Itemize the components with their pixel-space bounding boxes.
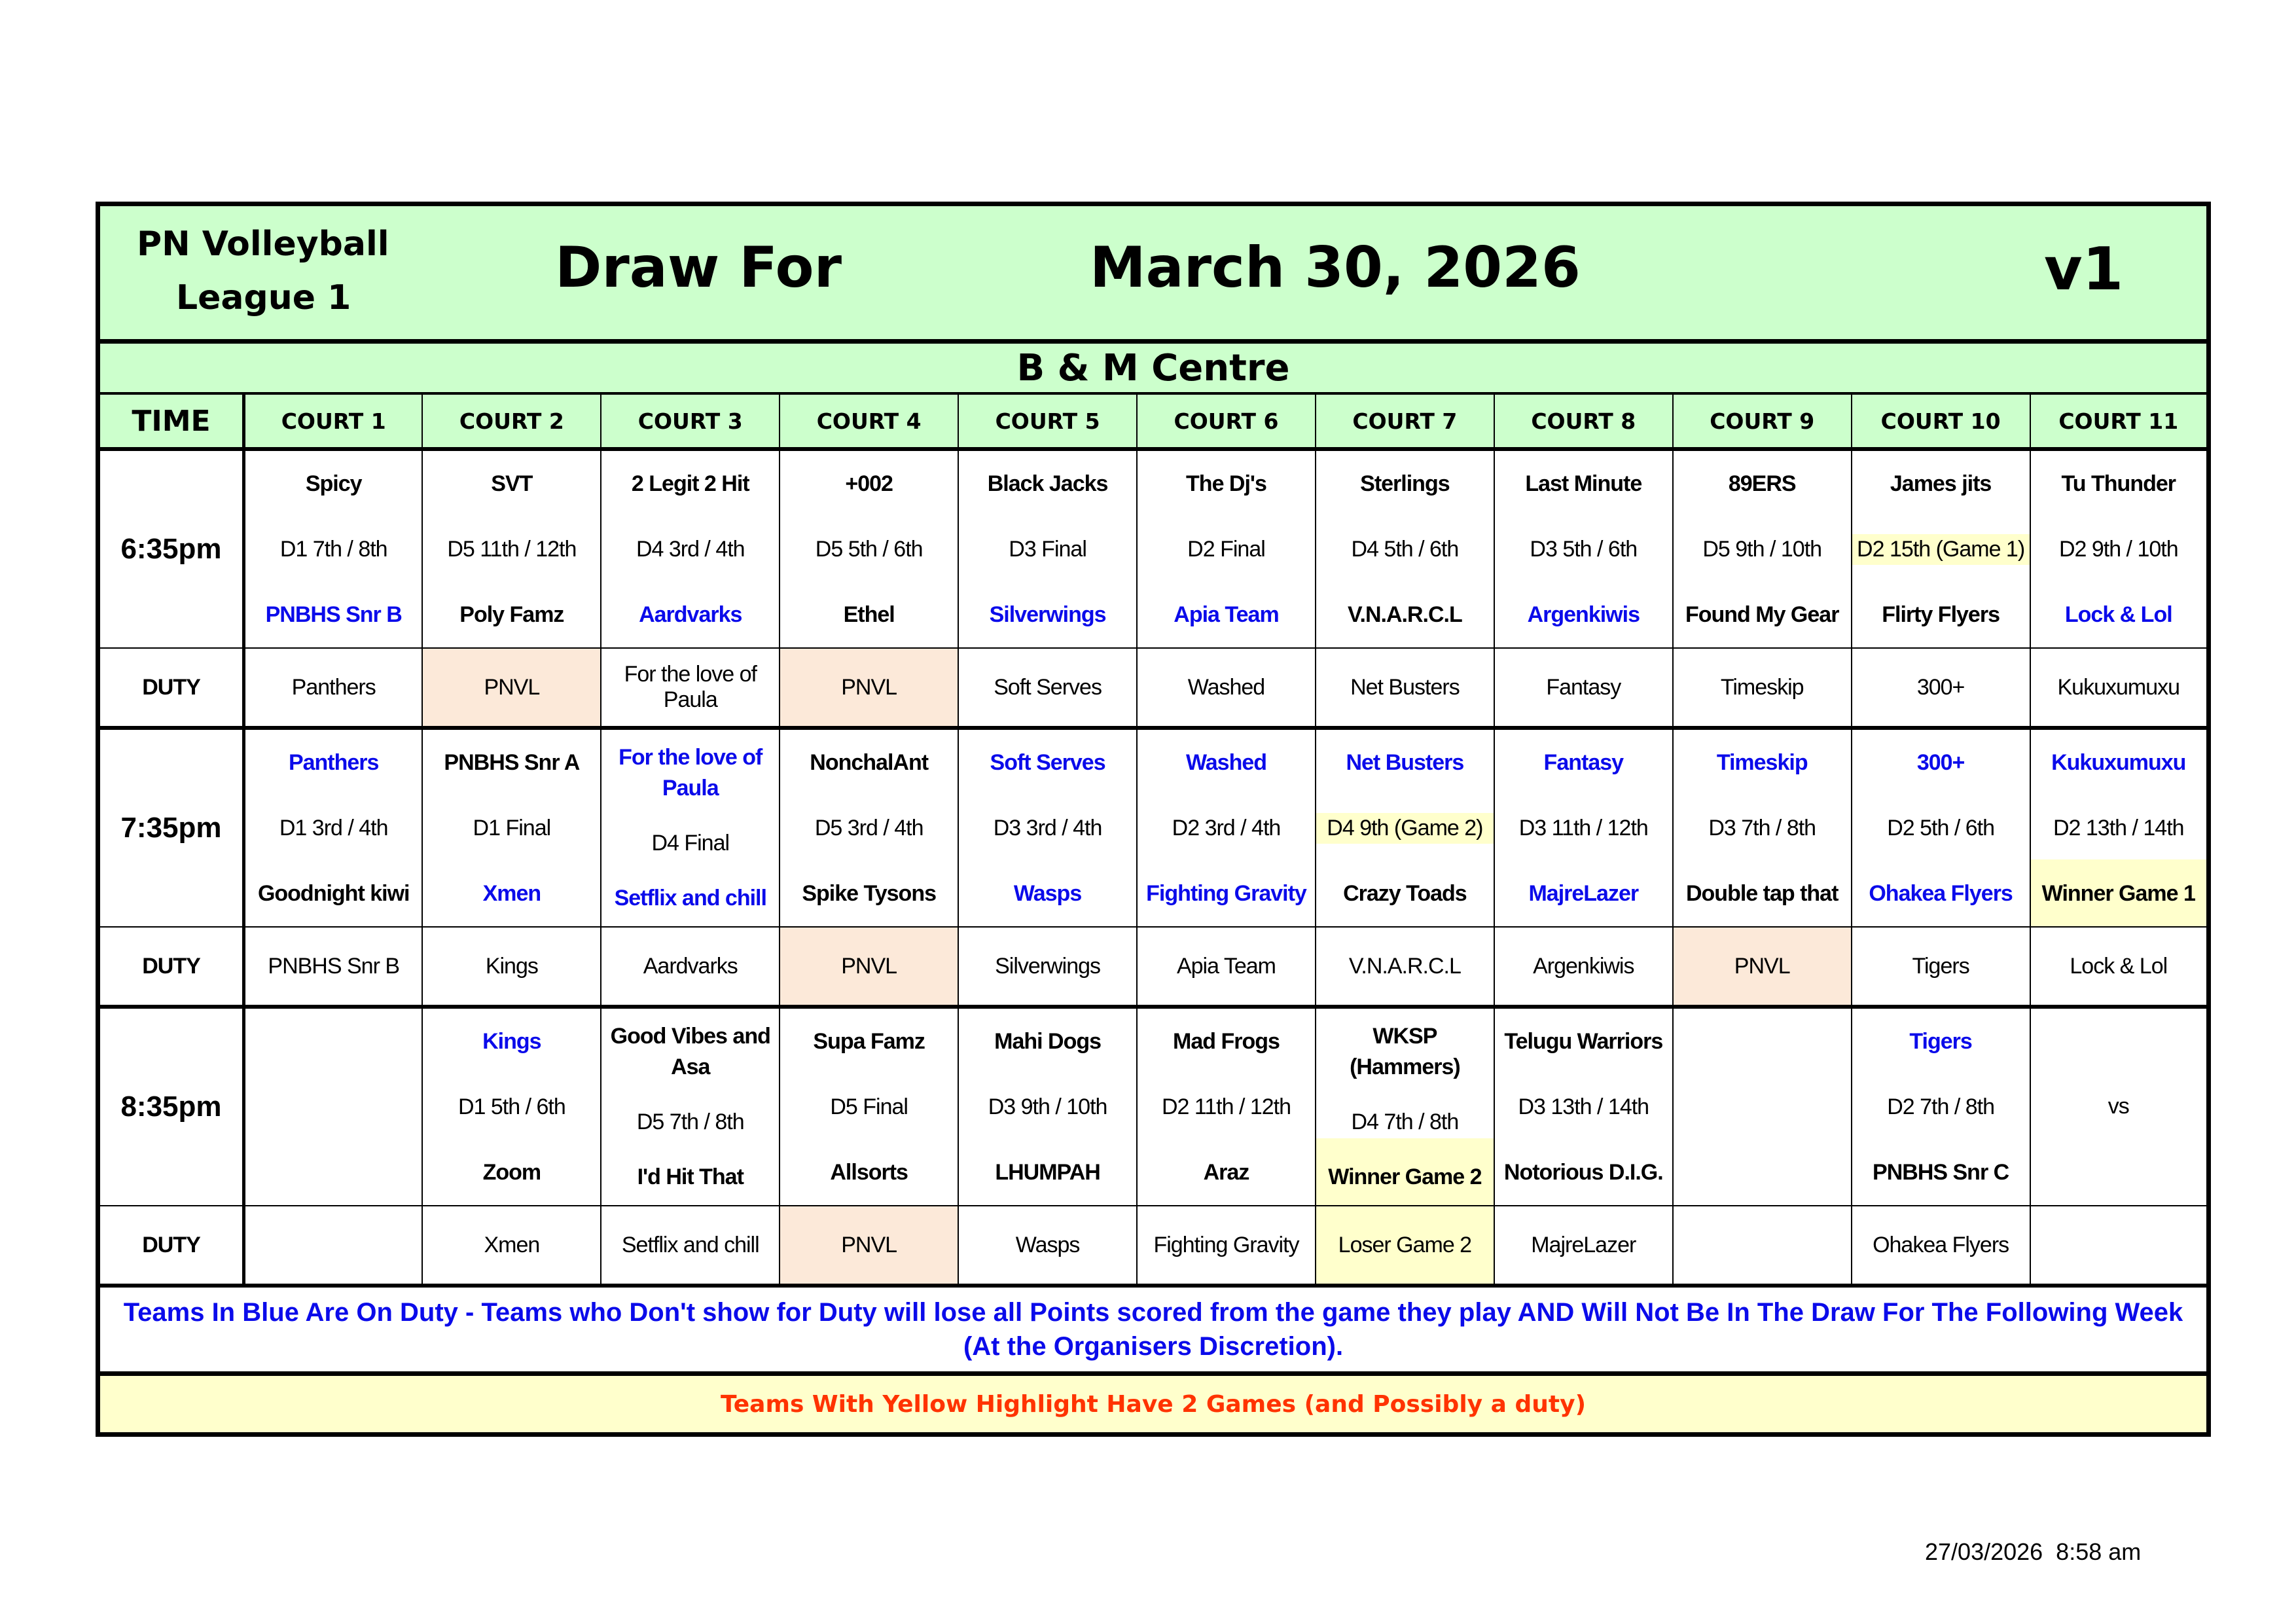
duty-team: PNBHS Snr B [244,927,423,1007]
game-info [1316,1009,1494,1205]
division-placing: D1 Final [473,815,551,840]
venue-name: B & M Centre [98,342,2209,394]
court-column-header: COURT 11 [2030,393,2209,449]
division-placing: D1 5th / 6th [457,1094,565,1119]
home-team: Good Vibes and Asa [610,1023,770,1079]
home-team: Mahi Dogs [994,1028,1102,1054]
game-info [780,451,958,647]
duty-team [1673,1206,1852,1286]
league-number: League 1 [176,278,351,317]
away-team: Winner Game 1 [2041,880,2195,906]
draw-for-label: Draw For [555,235,842,300]
away-team: Poly Famz [459,602,564,627]
game-info [1316,730,1494,926]
duty-team: MajreLazer [1494,1206,1673,1286]
home-team: NonchalAnt [810,749,929,775]
court-column-header: COURT 4 [780,393,958,449]
home-team: Timeskip [1716,749,1808,775]
game-info [1138,730,1315,926]
duty-team: 300+ [1852,648,2030,728]
away-team: PNBHS Snr C [1873,1159,2009,1185]
away-team: Flirty Flyers [1882,602,2000,627]
division-placing: D5 Final [830,1094,908,1119]
game-info [1674,1009,1851,1205]
game-cell [1316,1007,1494,1206]
game-cell [601,728,780,927]
duty-team: Tigers [1852,927,2030,1007]
duty-team: PNVL [780,648,958,728]
duty-rule-note: Teams In Blue Are On Duty - Teams who Don't show for Duty will lose all Points scored from the game they play AND Will Not Be In The Draw For The Following Week (At the Organisers Discretion). [98,1286,2209,1374]
division-placing: vs [2108,1094,2129,1119]
duty-team: PNVL [1673,927,1852,1007]
time-slot: 7:35pm [98,728,244,927]
duty-team [244,1206,423,1286]
division-placing: D3 11th / 12th [1518,815,1648,840]
home-team: Soft Serves [990,749,1105,775]
game-info [245,1009,422,1205]
game-cell [780,1007,958,1206]
duty-label: DUTY [98,927,244,1007]
game-cell [1673,449,1852,648]
game-info [1316,451,1494,647]
division-placing: D4 7th / 8th [1351,1109,1459,1134]
duty-team: Argenkiwis [1494,927,1673,1007]
court-column-header: COURT 5 [958,393,1137,449]
duty-row [98,648,2209,728]
duty-team: Apia Team [1137,927,1316,1007]
game-row [98,449,2209,648]
duty-team: PNVL [780,1206,958,1286]
home-team: Tu Thunder [2061,471,2176,496]
version-label: v1 [2044,235,2124,304]
duty-team: Kings [422,927,601,1007]
home-team: Mad Frogs [1173,1028,1280,1054]
home-team: 89ERS [1728,471,1796,496]
title-row [98,204,2209,342]
league-name: PN Volleyball [137,225,389,264]
away-team: Double tap that [1685,880,1839,906]
division-placing: D5 11th / 12th [447,536,577,562]
away-team: Crazy Toads [1343,880,1467,906]
game-cell [780,728,958,927]
game-cell [1494,1007,1673,1206]
draw-table [96,202,2211,1437]
game-cell [1852,449,2030,648]
duty-team: Setflix and chill [601,1206,780,1286]
game-info [959,1009,1136,1205]
duty-team: Aardvarks [601,927,780,1007]
away-team: Lock & Lol [2064,602,2172,627]
game-cell [780,449,958,648]
duty-team: Silverwings [958,927,1137,1007]
home-team: Kukuxumuxu [2051,749,2186,775]
home-team: Net Busters [1346,749,1464,775]
division-placing: D5 7th / 8th [636,1109,744,1134]
game-cell [1316,728,1494,927]
game-info [1495,730,1672,926]
away-team: Ethel [843,602,895,627]
division-placing: D3 9th / 10th [988,1094,1107,1119]
game-info [423,1009,600,1205]
game-cell [1852,728,2030,927]
game-info [1138,1009,1315,1205]
home-team: James jits [1890,471,1992,496]
game-info [1852,1009,2030,1205]
duty-team: PNVL [780,927,958,1007]
game-cell [1137,449,1316,648]
away-team: MajreLazer [1528,880,1639,906]
court-column-header: COURT 7 [1316,393,1494,449]
division-placing: D4 Final [651,830,730,856]
duty-team: Fantasy [1494,648,1673,728]
game-info [245,730,422,926]
game-cell [244,728,423,927]
game-cell [244,449,423,648]
division-placing: D2 15th (Game 1) [1852,534,2030,565]
home-team: Kings [482,1028,541,1054]
court-column-header: COURT 3 [601,393,780,449]
game-info [2031,1009,2206,1205]
time-slot: 6:35pm [98,449,244,648]
home-team: PNBHS Snr A [444,749,580,775]
away-team: Winner Game 2 [1328,1164,1482,1190]
home-team: 2 Legit 2 Hit [631,471,749,496]
duty-label: DUTY [98,648,244,728]
duty-team: Washed [1137,648,1316,728]
away-team: Goodnight kiwi [257,880,410,906]
home-team: Black Jacks [987,471,1108,496]
home-team: SVT [491,471,533,496]
division-placing: D4 3rd / 4th [636,536,745,562]
away-team: Silverwings [989,602,1106,627]
away-team: Spike Tysons [802,880,936,906]
duty-team: Panthers [244,648,423,728]
time-column-header: TIME [98,393,244,449]
game-info [959,730,1136,926]
game-info [2031,730,2206,926]
game-info [2031,451,2206,647]
game-cell [601,1007,780,1206]
game-cell [422,1007,601,1206]
division-placing: D1 7th / 8th [279,536,387,562]
game-cell [1673,1007,1852,1206]
game-cell [244,1007,423,1206]
court-column-header: COURT 1 [244,393,423,449]
division-placing: D2 3rd / 4th [1172,815,1281,840]
note-row [98,1286,2209,1374]
home-team: 300+ [1916,749,1965,775]
duty-team: Xmen [422,1206,601,1286]
game-info [1495,451,1672,647]
game-info [1674,730,1851,926]
away-team: Allsorts [830,1159,908,1185]
division-placing: D4 5th / 6th [1351,536,1459,562]
away-team: V.N.A.R.C.L [1348,602,1462,627]
duty-team: Lock & Lol [2030,927,2209,1007]
game-info [1852,730,2030,926]
division-placing: D2 7th / 8th [1887,1094,1994,1119]
home-team: Fantasy [1543,749,1624,775]
game-cell [958,449,1137,648]
game-row [98,1007,2209,1206]
division-placing: D3 Final [1009,536,1086,562]
game-info [780,730,958,926]
away-team: Aardvarks [639,602,742,627]
time-slot: 8:35pm [98,1007,244,1206]
court-column-header: COURT 6 [1137,393,1316,449]
game-info [959,451,1136,647]
duty-label: DUTY [98,1206,244,1286]
column-header-row [98,393,2209,449]
yellow-highlight-note: Teams With Yellow Highlight Have 2 Games (and Possibly a duty) [98,1374,2209,1435]
duty-team: Soft Serves [958,648,1137,728]
home-team: Washed [1185,749,1267,775]
home-team: WKSP (Hammers) [1350,1023,1460,1079]
game-cell [1137,728,1316,927]
duty-row [98,1206,2209,1286]
duty-team: PNVL [422,648,601,728]
division-placing: D2 11th / 12th [1161,1094,1291,1119]
division-placing: D2 Final [1187,536,1265,562]
division-placing: D4 9th (Game 2) [1316,813,1494,844]
game-info [780,1009,958,1205]
game-cell [1316,449,1494,648]
away-team: Ohakea Flyers [1869,880,2013,906]
game-info [423,451,600,647]
game-info [601,451,779,647]
game-info [601,1009,779,1205]
away-team: Zoom [482,1159,541,1185]
duty-team: Timeskip [1673,648,1852,728]
game-cell [2030,449,2209,648]
home-team: Spicy [305,471,362,496]
game-cell [2030,728,2209,927]
court-column-header: COURT 8 [1494,393,1673,449]
game-cell [2030,1007,2209,1206]
away-team: Apia Team [1174,602,1279,627]
game-info [245,451,422,647]
duty-team: Ohakea Flyers [1852,1206,2030,1286]
division-placing: D1 3rd / 4th [279,815,388,840]
home-team: Sterlings [1360,471,1450,496]
away-team: Fighting Gravity [1146,880,1306,906]
game-info [1674,451,1851,647]
division-placing: D3 5th / 6th [1530,536,1638,562]
division-placing: D2 5th / 6th [1887,815,1994,840]
away-team: LHUMPAH [995,1159,1100,1185]
away-team: Found My Gear [1685,602,1839,627]
game-cell [422,449,601,648]
home-team: For the love of Paula [619,744,762,801]
division-placing: D3 7th / 8th [1708,815,1816,840]
duty-team: Fighting Gravity [1137,1206,1316,1286]
game-cell [1137,1007,1316,1206]
away-team: Notorious D.I.G. [1503,1159,1663,1185]
game-cell [958,1007,1137,1206]
game-cell [1494,728,1673,927]
game-info [1852,451,2030,647]
court-column-header: COURT 10 [1852,393,2030,449]
division-placing: D5 3rd / 4th [814,815,924,840]
game-info [1495,1009,1672,1205]
court-column-header: COURT 2 [422,393,601,449]
game-cell [1852,1007,2030,1206]
division-placing: D3 3rd / 4th [993,815,1102,840]
game-info [1138,451,1315,647]
away-team: PNBHS Snr B [265,602,402,627]
court-column-header: COURT 9 [1673,393,1852,449]
duty-team: Loser Game 2 [1316,1206,1494,1286]
away-team: Wasps [1013,880,1082,906]
duty-team: Net Busters [1316,648,1494,728]
home-team: Last Minute [1525,471,1642,496]
game-info [423,730,600,926]
home-team: Telugu Warriors [1504,1028,1663,1054]
venue-row [98,342,2209,394]
warning-row [98,1374,2209,1435]
title-banner [98,204,2209,342]
division-placing: D5 5th / 6th [815,536,923,562]
home-team: The Dj's [1186,471,1266,496]
home-team: Supa Famz [813,1028,925,1054]
division-placing: D2 13th / 14th [2053,815,2184,840]
print-timestamp: 27/03/2026 8:58 am [1925,1538,2142,1565]
duty-team [2030,1206,2209,1286]
away-team: Setflix and chill [614,886,766,911]
away-team: Araz [1203,1159,1249,1185]
game-cell [958,728,1137,927]
division-placing: D5 9th / 10th [1702,536,1822,562]
duty-team: Wasps [958,1206,1137,1286]
division-placing: D3 13th / 14th [1518,1094,1649,1119]
duty-team: V.N.A.R.C.L [1316,927,1494,1007]
draw-date: March 30, 2026 [1090,235,1581,300]
game-cell [422,728,601,927]
game-cell [1494,449,1673,648]
home-team: Panthers [288,749,379,775]
division-placing: D2 9th / 10th [2058,536,2178,562]
duty-team: Kukuxumuxu [2030,648,2209,728]
away-team: Xmen [482,880,541,906]
game-info [601,730,779,926]
home-team: +002 [845,471,893,496]
home-team: Tigers [1909,1028,1972,1054]
away-team: I'd Hit That [637,1164,744,1190]
game-row [98,728,2209,927]
duty-row [98,927,2209,1007]
game-cell [1673,728,1852,927]
game-cell [601,449,780,648]
away-team: Argenkiwis [1527,602,1640,627]
duty-team: For the love of Paula [601,648,780,728]
